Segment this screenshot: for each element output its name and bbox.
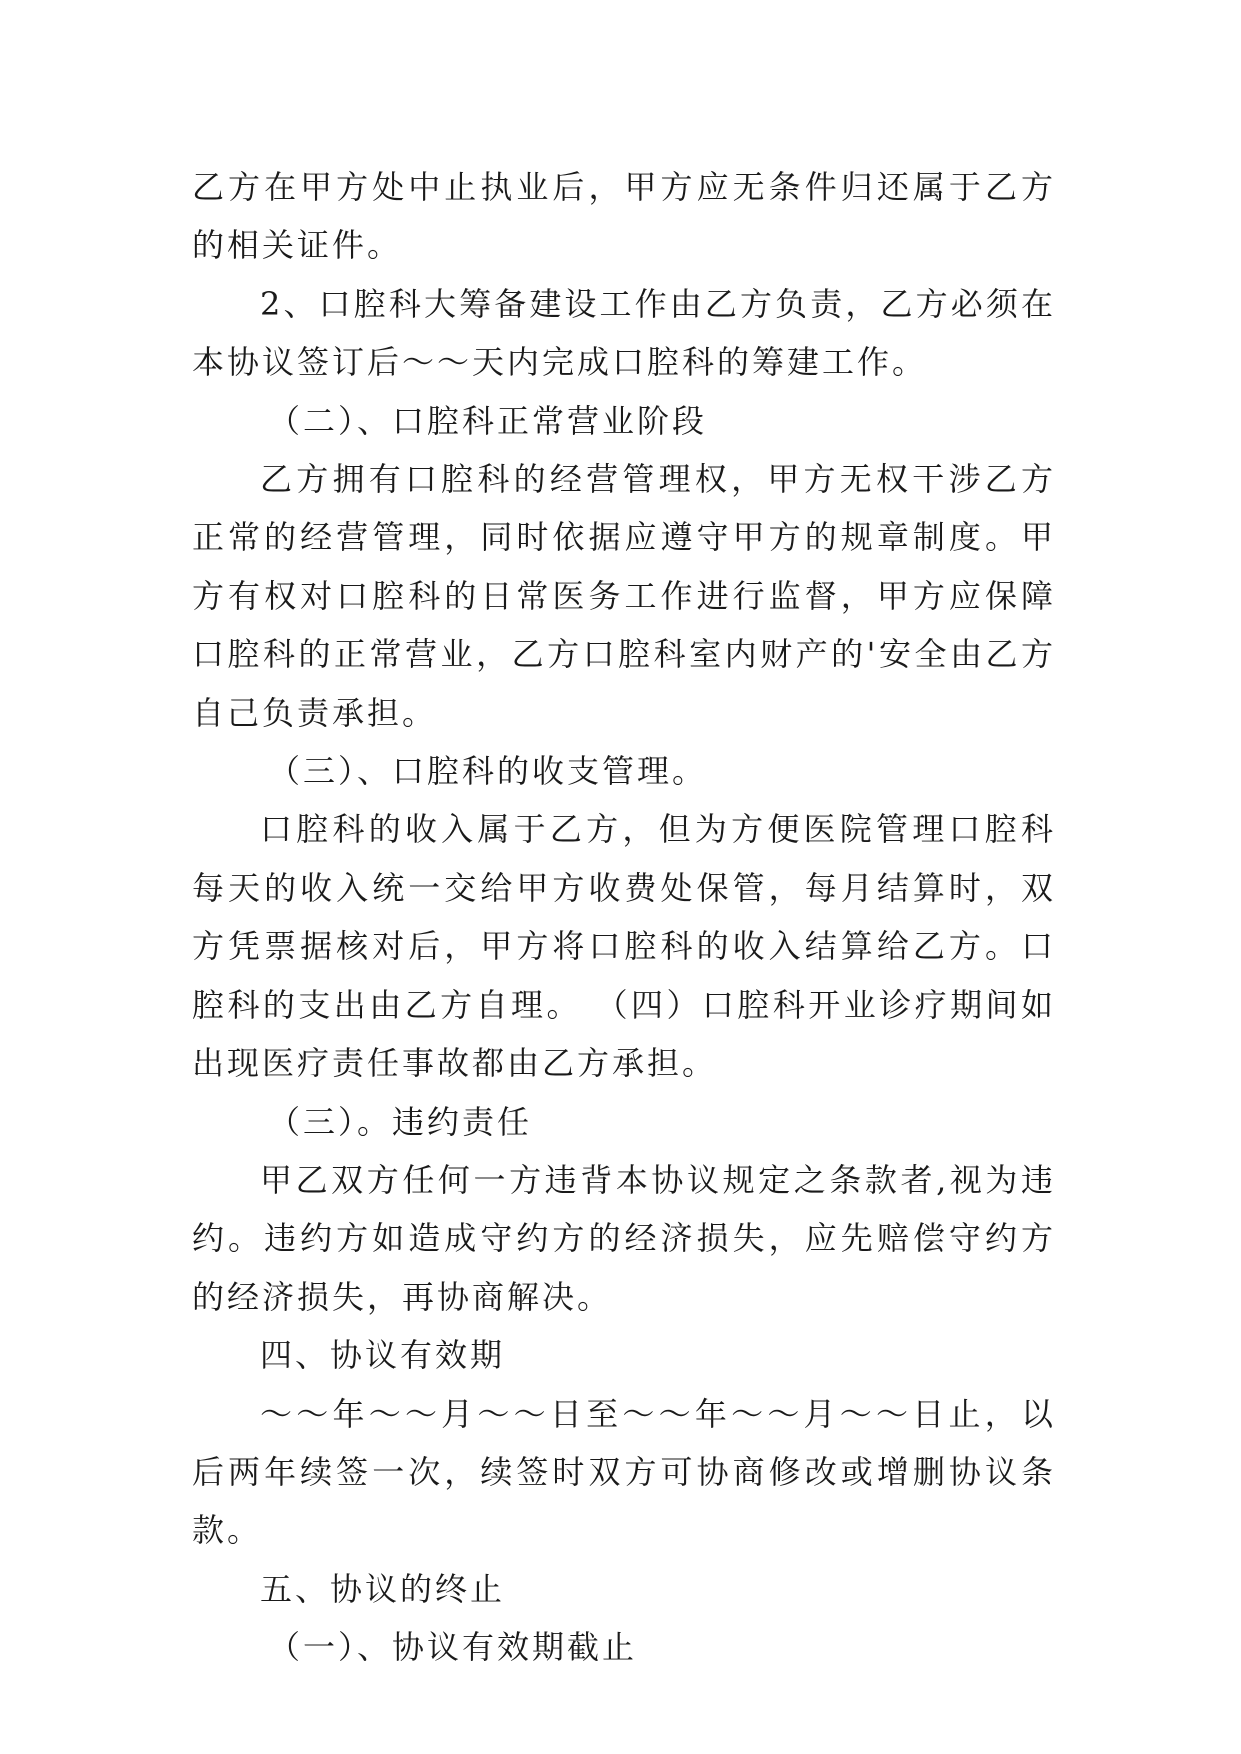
heading-normal-operation: （二）、口腔科正常营业阶段 — [268, 401, 708, 440]
paragraph-return-certificates: 乙方在甲方处中止执业后，甲方应无条件归还属于乙方的相关证件。 — [192, 168, 1056, 265]
paragraph-termination-expiry: （一）、协议有效期截止 — [268, 1628, 638, 1667]
paragraph-breach-terms: 甲乙双方任何一方违背本协议规定之条款者,视为违约。违约方如造成守约方的经济损失，应先赔偿守约方的经济损失，再协商解决。 — [192, 1160, 1056, 1316]
document-body — [192, 158, 1056, 1677]
heading-termination: 五、协议的终止 — [260, 1569, 506, 1608]
heading-income-expense: （三）、口腔科的收支管理。 — [268, 752, 708, 791]
heading-breach-liability: （三）。违约责任 — [268, 1102, 533, 1141]
paragraph-validity-dates: ～～年～～月～～日至～～年～～月～～日止，以后两年续签一次，续签时双方可协商修改或增删协议条款。 — [192, 1394, 1056, 1550]
heading-validity-period: 四、协议有效期 — [260, 1336, 506, 1375]
paragraph-income-settlement: 口腔科的收入属于乙方，但为方便医院管理口腔科每天的收入统一交给甲方收费处保管，每月结算时，双方凭票据核对后，甲方将口腔科的收入结算给乙方。口腔科的支出由乙方自理。 （四）口腔科开业诊疗期间如出现医疗责任事故都由乙方承担。 — [192, 810, 1056, 1083]
paragraph-clause-2-preparation: 2、口腔科大筹备建设工作由乙方负责，乙方必须在本协议签订后～～天内完成口腔科的筹建工作。 — [192, 284, 1056, 382]
paragraph-management-rights: 乙方拥有口腔科的经营管理权，甲方无权干涉乙方正常的经营管理，同时依据应遵守甲方的规章制度。甲方有权对口腔科的日常医务工作进行监督，甲方应保障口腔科的正常营业，乙方口腔科室内财产的'安全由乙方自己负责承担。 — [192, 460, 1056, 732]
